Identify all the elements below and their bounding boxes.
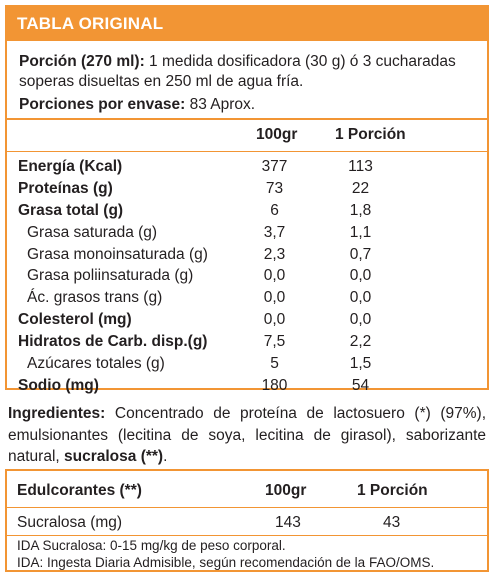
nutrient-row [7, 178, 487, 200]
nutrient-value-100g: 7,5 [263, 333, 286, 351]
nutrient-row [7, 309, 487, 331]
nutrient-value-100g: 0,0 [263, 311, 286, 329]
ingredients-end: . [163, 448, 168, 465]
nutrient-row [7, 156, 487, 178]
serving-size-text: 1 medida dosificadora (30 g) ó 3 cucharadas soperas disueltas en 250 ml de agua fría. [19, 53, 456, 90]
servings-per-container-label: Porciones por envase: [19, 96, 186, 113]
nutrient-value-100g: 2,3 [263, 245, 286, 263]
sweetener-value-portion: 43 [383, 514, 401, 531]
nutrient-value-portion: 2,2 [349, 333, 372, 351]
serving-info [7, 41, 487, 115]
nutrient-value-portion: 113 [348, 158, 373, 175]
nutrient-label: Colesterol (mg) [18, 311, 132, 329]
divider [7, 507, 487, 508]
table-title: TABLA ORIGINAL [7, 7, 487, 41]
divider [7, 535, 487, 536]
serving-size-label: Porción (270 ml): [19, 53, 145, 70]
nutrient-value-100g: 377 [261, 158, 288, 175]
nutrition-table [5, 5, 489, 394]
nutrient-value-portion: 0,0 [349, 311, 372, 329]
nutrient-row [7, 222, 487, 244]
ida-sucralose-note: IDA Sucralosa: 0-15 mg/kg de peso corporal. [17, 538, 286, 553]
ingredients-sweetener: sucralosa (**) [64, 448, 164, 465]
sweeteners-header [17, 482, 487, 502]
serving-size [19, 52, 475, 92]
nutrient-label: Hidratos de Carb. disp.(g) [18, 333, 208, 351]
column-header-portion: 1 Porción [335, 126, 406, 143]
nutrient-rows [7, 156, 487, 397]
nutrient-label: Grasa saturada (g) [27, 223, 158, 241]
nutrient-label: Azúcares totales (g) [27, 355, 165, 373]
nutrient-label: Proteínas (g) [18, 179, 113, 197]
nutrient-value-100g: 180 [261, 376, 288, 394]
nutrient-label: Grasa monoinsaturada (g) [27, 245, 208, 263]
nutrient-value-100g: 6 [270, 201, 279, 219]
nutrient-row [7, 265, 487, 287]
nutrient-value-portion: 54 [351, 376, 370, 394]
sweeteners-header-portion: 1 Porción [357, 482, 428, 499]
nutrient-label: Sodio (mg) [18, 376, 99, 394]
nutrient-row [7, 244, 487, 266]
nutrient-label: Ác. grasos trans (g) [27, 289, 163, 307]
sweetener-row [17, 514, 487, 534]
ida-definition-note: IDA: Ingesta Diaria Admisible, según recomendación de la FAO/OMS. [17, 555, 435, 570]
nutrient-value-portion: 1,5 [349, 355, 372, 373]
sweeteners-header-label: Edulcorantes (**) [17, 482, 142, 499]
column-header-100g: 100gr [256, 126, 298, 143]
ingredients-label: Ingredientes: [8, 405, 106, 422]
nutrient-value-100g: 0,0 [263, 267, 286, 285]
nutrient-value-100g: 73 [265, 179, 284, 197]
sweeteners-header-100g: 100gr [265, 482, 307, 499]
divider [7, 118, 487, 120]
nutrient-row [7, 353, 487, 375]
divider [7, 151, 487, 152]
nutrient-value-portion: 0,0 [349, 289, 372, 307]
nutrient-label: Energía (Kcal) [18, 158, 123, 175]
servings-per-container [19, 95, 475, 115]
nutrient-value-portion: 22 [351, 179, 370, 197]
ingredients-text [8, 403, 486, 468]
nutrient-row [7, 287, 487, 309]
servings-per-container-value: 83 Aprox. [185, 96, 256, 113]
nutrient-value-portion: 1,8 [349, 201, 372, 219]
nutrient-value-100g: 5 [270, 355, 279, 373]
nutrient-label: Grasa total (g) [18, 201, 124, 219]
sweeteners-table [5, 469, 489, 572]
nutrient-value-portion: 1,1 [349, 223, 372, 241]
nutrient-value-portion: 0,7 [349, 245, 372, 263]
nutrient-row [7, 331, 487, 353]
nutrient-value-100g: 0,0 [263, 289, 286, 307]
sweetener-value-100g: 143 [275, 514, 301, 531]
nutrient-value-100g: 3,7 [263, 223, 286, 241]
nutrient-label: Grasa poliinsaturada (g) [27, 267, 194, 285]
nutrient-row [7, 375, 487, 397]
sweetener-label: Sucralosa (mg) [17, 514, 123, 531]
ingredients-body: Concentrado de proteína de lactosuero (*) (97%), emulsionantes (lecitina de soya, lecitina de girasol), saborizante natural, [8, 405, 486, 465]
nutrient-row [7, 200, 487, 222]
nutrient-value-portion: 0,0 [349, 267, 372, 285]
